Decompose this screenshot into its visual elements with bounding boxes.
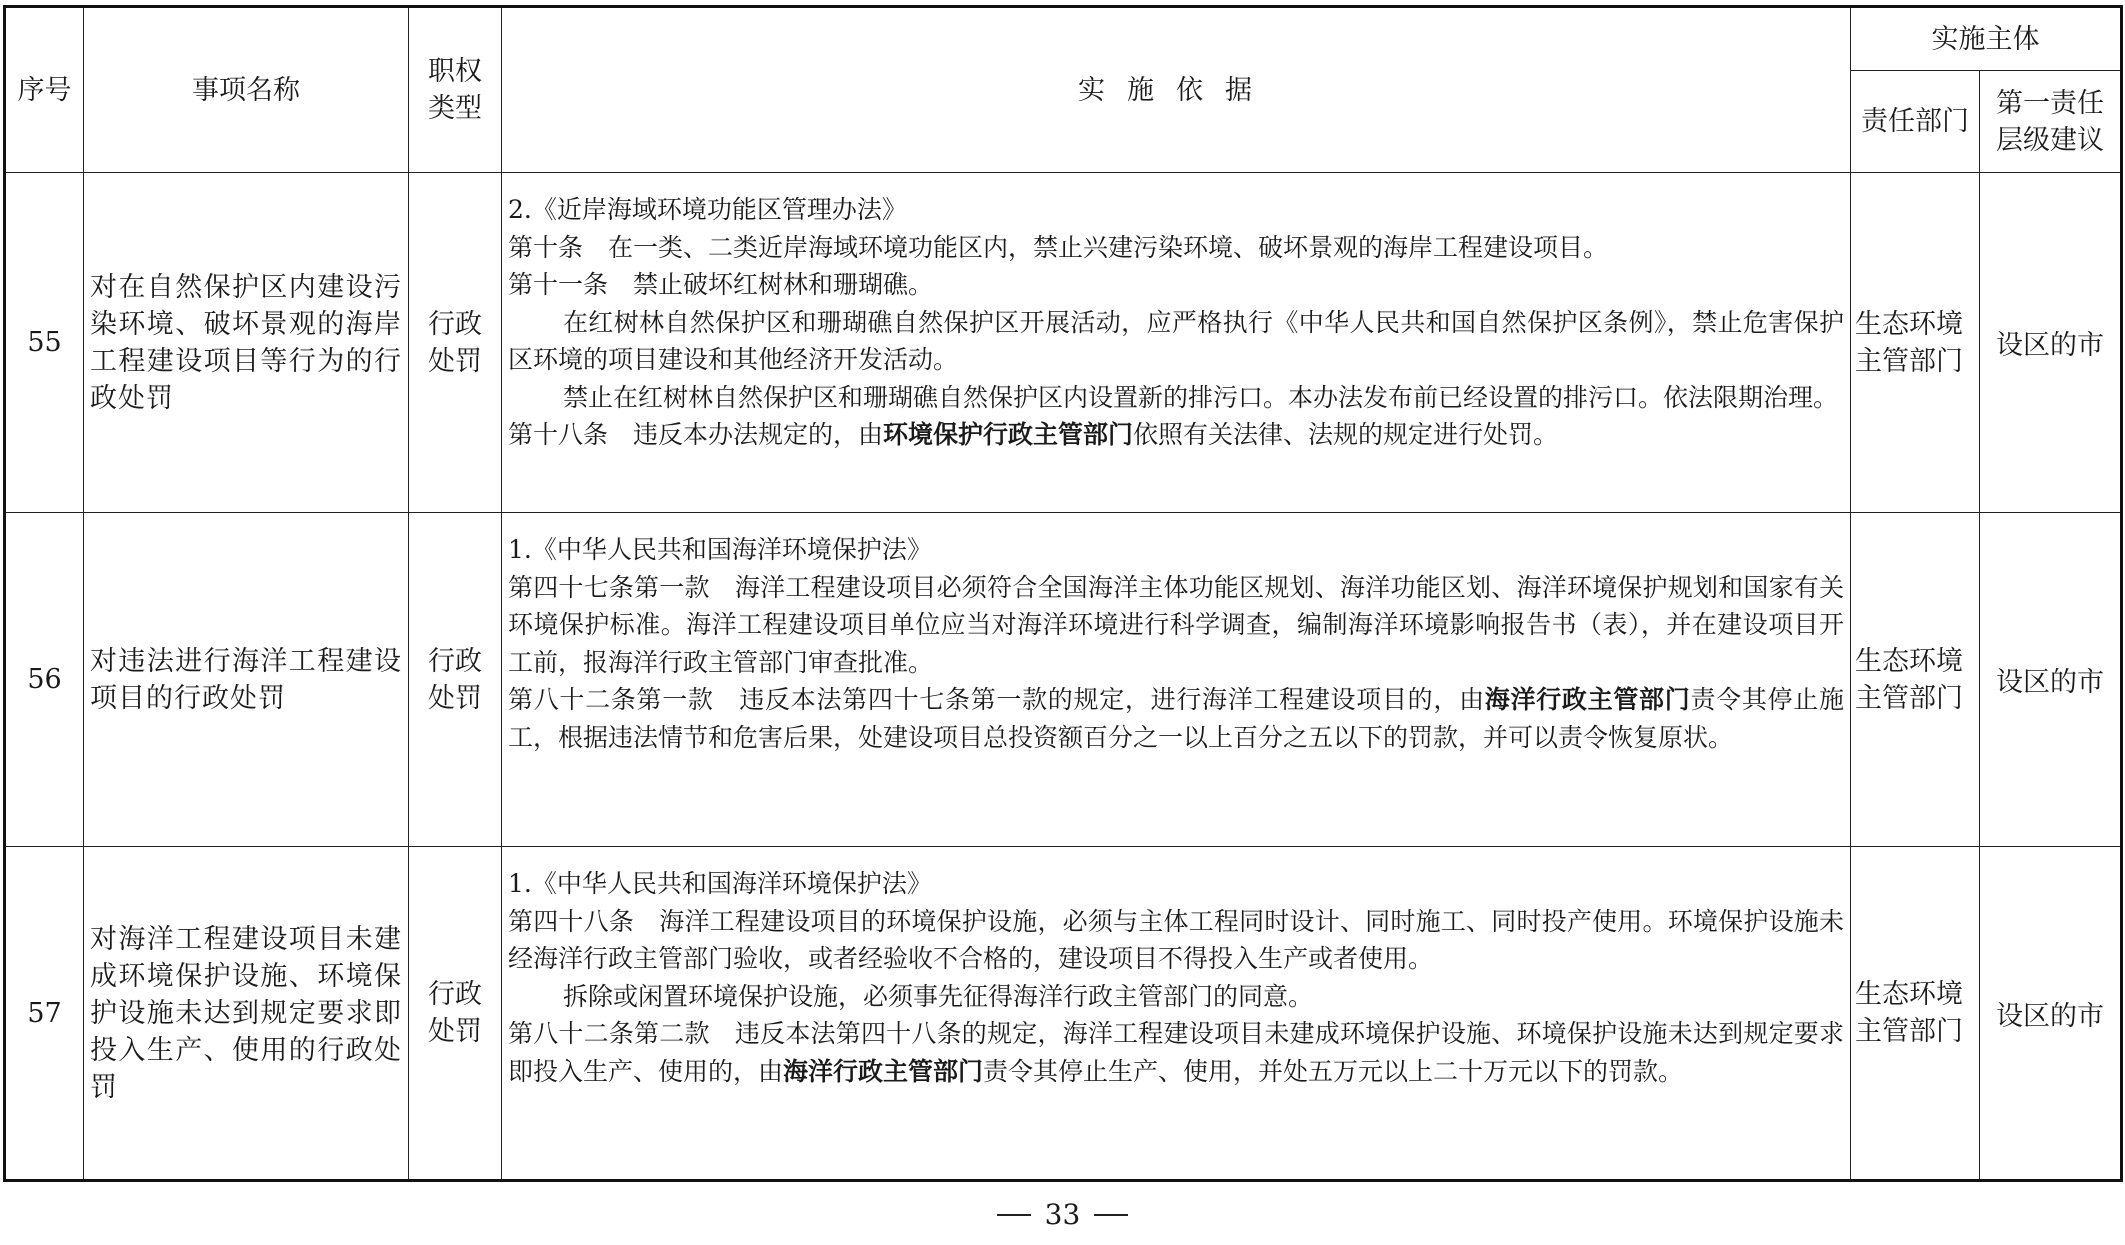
row-dept: 生态环境主管部门 <box>1851 513 1980 847</box>
basis-text: 责令其停止生产、使用，并处五万元以上二十万元以下的罚款。 <box>983 1056 1684 1086</box>
basis-text: 第八十二条第一款 违反本法第四十七条第一款的规定，进行海洋工程建设项目的，由 <box>508 685 1485 714</box>
page-number: 33 <box>1044 1198 1081 1231</box>
header-seq: 序号 <box>5 7 84 173</box>
table-row <box>5 847 2122 1181</box>
basis-line <box>508 681 1844 756</box>
basis-bold-authority: 环境保护行政主管部门 <box>883 420 1134 449</box>
basis-line: 第四十七条第一款 海洋工程建设项目必须符合全国海洋主体功能区规划、海洋功能区划、海洋环境保护规划和国家有关环境保护标准。海洋工程建设项目单位应当对海洋环境进行科学调查，编制海洋环境影响报告书（表），并在建设项目开工前，报海洋行政主管部门审查批准。 <box>508 572 1844 677</box>
header-type: 职权类型 <box>409 7 502 173</box>
header-basis: 实施依据 <box>502 7 1851 173</box>
row-seq: 56 <box>5 513 84 847</box>
basis-line: 拆除或闲置环境保护设施，必须事先征得海洋行政主管部门的同意。 <box>563 981 1314 1011</box>
basis-text: 依照有关法律、法规的规定进行处罚。 <box>1133 420 1559 449</box>
basis-bold-authority: 海洋行政主管部门 <box>1484 685 1691 714</box>
basis-line: 禁止在红树林自然保护区和珊瑚礁自然保护区内设置新的排污口。本办法发布前已经设置的排污口。依法限期治理。 <box>563 382 1839 412</box>
basis-line: 2.《近岸海域环境功能区管理办法》 <box>508 195 907 224</box>
row-basis <box>502 173 1851 513</box>
row-basis <box>502 847 1851 1181</box>
basis-text: 责令其停止施工，根据违法情节和危害后果，处建设项目总投资额百分之一以上百分之五以下的罚款，并可以责令恢复原状。 <box>508 685 1844 752</box>
header-dept: 责任部门 <box>1851 71 1980 173</box>
row-item-name: 对海洋工程建设项目未建成环境保护设施、环境保护设施未达到规定要求即投入生产、使用的行政处罚 <box>84 847 409 1181</box>
header-name: 事项名称 <box>84 7 409 173</box>
row-dept: 生态环境主管部门 <box>1851 847 1980 1181</box>
basis-line <box>508 416 1844 454</box>
basis-text: 第十八条 违反本办法规定的，由 <box>508 420 884 449</box>
basis-line: 1.《中华人民共和国海洋环境保护法》 <box>508 869 932 898</box>
row-authority-type: 行政处罚 <box>409 847 502 1181</box>
basis-line: 1.《中华人民共和国海洋环境保护法》 <box>508 535 932 564</box>
enforcement-table <box>3 5 2123 1182</box>
header-level: 第一责任层级建议 <box>1980 71 2122 173</box>
row-dept: 生态环境主管部门 <box>1851 173 1980 513</box>
row-authority-type: 行政处罚 <box>409 173 502 513</box>
row-item-name: 对违法进行海洋工程建设项目的行政处罚 <box>84 513 409 847</box>
basis-line: 第十一条 禁止破坏红树林和珊瑚礁。 <box>508 270 934 299</box>
document-page <box>3 5 2120 1182</box>
row-level: 设区的市 <box>1980 847 2122 1181</box>
basis-line: 在红树林自然保护区和珊瑚礁自然保护区开展活动，应严格执行《中华人民共和国自然保护区条例》，禁止危害保护区环境的项目建设和其他经济开发活动。 <box>508 307 1844 374</box>
basis-bold-authority: 海洋行政主管部门 <box>783 1056 984 1086</box>
header-row-1 <box>5 7 2122 71</box>
footer-dash-right <box>1094 1214 1128 1216</box>
footer-dash-left <box>997 1214 1031 1216</box>
basis-line: 第十条 在一类、二类近岸海域环境功能区内，禁止兴建污染环境、破坏景观的海岸工程建设项目。 <box>508 232 1609 262</box>
table-row <box>5 173 2122 513</box>
row-seq: 55 <box>5 173 84 513</box>
row-authority-type: 行政处罚 <box>409 513 502 847</box>
page-footer <box>0 1198 2125 1231</box>
row-level: 设区的市 <box>1980 513 2122 847</box>
row-seq: 57 <box>5 847 84 1181</box>
row-basis <box>502 513 1851 847</box>
basis-line <box>508 1015 1844 1090</box>
basis-line: 第四十八条 海洋工程建设项目的环境保护设施，必须与主体工程同时设计、同时施工、同时投产使用。环境保护设施未经海洋行政主管部门验收，或者经验收不合格的，建设项目不得投入生产或者使用。 <box>508 906 1844 973</box>
header-impl: 实施主体 <box>1851 7 2122 71</box>
table-row <box>5 513 2122 847</box>
basis-text: 第八十二条第二款 违反本法第四十八条的规定，海洋工程建设项目未建成环境保护设施、环境保护设施未达到规定要求即投入生产、使用的，由 <box>508 1019 1844 1086</box>
row-item-name: 对在自然保护区内建设污染环境、破坏景观的海岸工程建设项目等行为的行政处罚 <box>84 173 409 513</box>
row-level: 设区的市 <box>1980 173 2122 513</box>
